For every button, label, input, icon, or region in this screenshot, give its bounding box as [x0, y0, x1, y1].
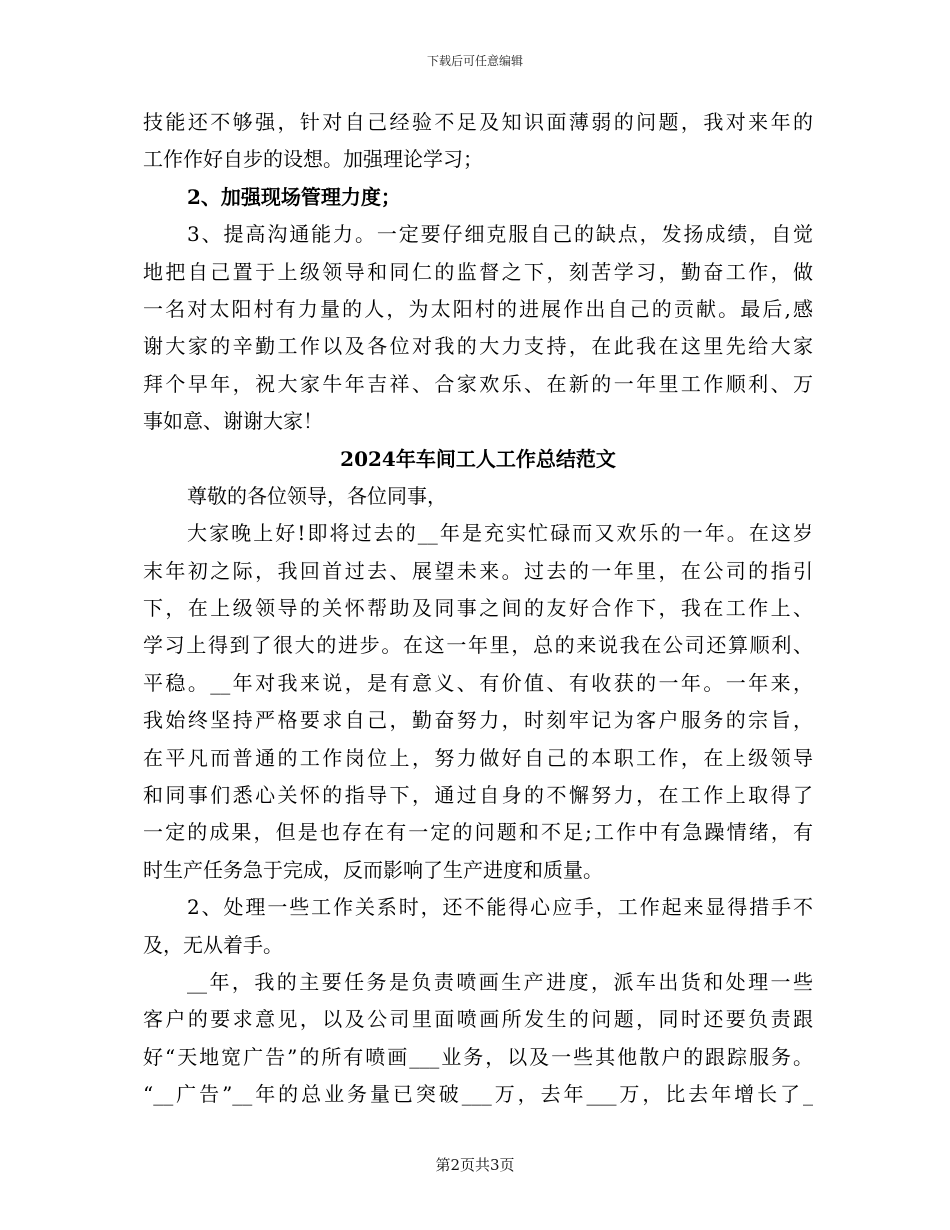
- salutation-line: 尊敬的各位领导，各位同事，: [187, 483, 447, 508]
- body-line: 大家晚上好!即将过去的__年是充实忙碌而又欢乐的一年。在这岁: [187, 521, 813, 546]
- body-line: 好“天地宽广告”的所有喷画___业务，以及一些其他散户的跟踪服务。: [143, 1044, 813, 1069]
- body-line: 学习上得到了很大的进步。在这一年里，总的来说我在公司还算顺利、: [143, 633, 813, 658]
- body-line: 在平凡而普通的工作岗位上，努力做好自己的本职工作，在上级领导: [143, 745, 813, 770]
- body-line: 时生产任务急于完成，反而影响了生产进度和质量。: [143, 857, 603, 882]
- body-line: 下，在上级领导的关怀帮助及同事之间的友好合作下，我在工作上、: [143, 596, 813, 621]
- body-line: “__广告”__年的总业务量已突破___万，去年___万，比去年增长了_: [143, 1082, 813, 1107]
- body-line: 末年初之际，我回首过去、展望未来。过去的一年里，在公司的指引: [143, 558, 813, 583]
- body-line: 平稳。__年对我来说，是有意义、有价值、有收获的一年。一年来，: [143, 670, 813, 695]
- body-line: 一定的成果，但是也存在有一定的问题和不足;工作中有急躁情绪，有: [143, 820, 813, 845]
- page-header: 下载后可任意编辑: [426, 54, 523, 68]
- body-line: 及，无从着手。: [143, 932, 283, 957]
- body-line: 谢大家的辛勤工作以及各位对我的大力支持，在此我在这里先给大家: [143, 334, 813, 359]
- bold-heading-line: 2、加强现场管理力度；: [187, 184, 401, 209]
- body-line: 2、处理一些工作关系时，还不能得心应手，工作起来显得措手不: [187, 895, 813, 920]
- body-line: 拜个早年，祝大家牛年吉祥、合家欢乐、在新的一年里工作顺利、万: [143, 371, 813, 396]
- body-line: 一名对太阳村有力量的人，为太阳村的进展作出自己的贡献。最后,感: [143, 296, 813, 321]
- body-line: 我始终坚持严格要求自己，勤奋努力，时刻牢记为客户服务的宗旨，: [143, 708, 813, 733]
- document-body: [143, 104, 813, 1114]
- body-line: 事如意、谢谢大家！: [143, 409, 323, 434]
- body-line: 3、提高沟通能力。一定要仔细克服自己的缺点，发扬成绩，自觉: [187, 222, 813, 247]
- section-title: 2024年车间工人工作总结范文: [340, 446, 616, 471]
- body-line: 地把自己置于上级领导和同仁的监督之下，刻苦学习，勤奋工作，做: [143, 259, 813, 284]
- body-line: 工作作好自步的设想。加强理论学习；: [143, 147, 483, 172]
- body-line: 客户的要求意见，以及公司里面喷画所发生的问题，同时还要负责跟: [143, 1007, 813, 1032]
- body-line: 和同事们悉心关怀的指导下，通过自身的不懈努力，在工作上取得了: [143, 783, 813, 808]
- body-line: __年，我的主要任务是负责喷画生产进度，派车出货和处理一些: [187, 969, 813, 994]
- body-line: 技能还不够强，针对自己经验不足及知识面薄弱的问题，我对来年的: [143, 110, 813, 134]
- page-footer: 第2页共3页: [435, 1156, 515, 1174]
